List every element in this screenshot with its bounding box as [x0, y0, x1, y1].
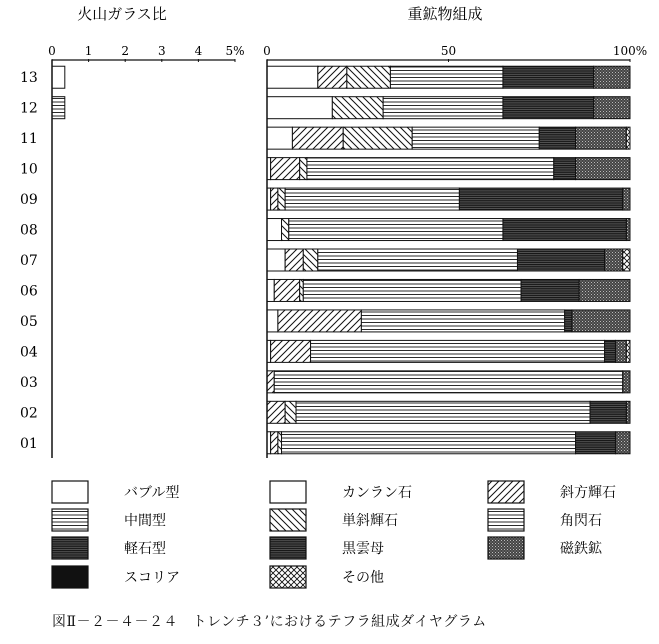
mineral-bar-segment [623, 188, 630, 210]
legend-swatch [52, 537, 88, 559]
legend-label: 磁鉄鉱 [560, 541, 602, 557]
mineral-bar-segment [267, 219, 282, 241]
mineral-bar-segment [274, 279, 299, 301]
mineral-bar-segment [303, 249, 318, 271]
sample-label: 06 [20, 283, 38, 300]
mineral-bar-segment [605, 249, 623, 271]
legend-label: 斜方輝石 [560, 485, 616, 501]
glass-bar-segment [52, 66, 65, 88]
mineral-bar-segment [565, 310, 572, 332]
mineral-tick-label: 50 [440, 44, 457, 58]
mineral-bar-segment [579, 279, 630, 301]
mineral-bar-segment [615, 432, 630, 454]
legend-label: その他 [342, 570, 384, 586]
mineral-bar-segment [576, 432, 616, 454]
mineral-bar-segment [289, 219, 503, 241]
mineral-bar-segment [278, 188, 285, 210]
mineral-bar-segment [412, 127, 539, 149]
glass-tick-label: 5% [225, 44, 245, 58]
mineral-bar-segment [626, 219, 630, 241]
legend-swatch [52, 509, 88, 531]
sample-label: 10 [20, 161, 38, 178]
glass-tick-label: 3 [157, 44, 166, 58]
mineral-bar-segment [282, 432, 576, 454]
mineral-bar-segment [271, 432, 278, 454]
glass-bar-segment [52, 97, 65, 119]
legend-swatch [488, 509, 524, 531]
mineral-bar-segment [267, 249, 285, 271]
mineral-tick-label: 100% [612, 44, 648, 58]
mineral-bar-segment [285, 401, 296, 423]
legend-swatch [52, 566, 88, 588]
sample-label: 01 [20, 435, 38, 452]
figure-caption: 図Ⅱ－２－４－２４ トレンチ３’におけるテフラ組成ダイヤグラム [52, 614, 487, 630]
mineral-bar-segment [282, 219, 289, 241]
mineral-bar-segment [594, 66, 630, 88]
mineral-bar-segment [626, 127, 630, 149]
glass-tick-label: 0 [48, 44, 56, 58]
mineral-bar-segment [539, 127, 575, 149]
mineral-bar-segment [626, 340, 630, 362]
mineral-bar-segment [390, 66, 503, 88]
legend-label: 単斜輝石 [342, 513, 398, 529]
mineral-bar-segment [274, 371, 622, 393]
legend-label: スコリア [124, 570, 180, 586]
legend-label: 軽石型 [124, 541, 166, 557]
mineral-tick-label: 0 [263, 44, 271, 58]
sample-label: 12 [20, 100, 38, 117]
legend-label: 角閃石 [560, 513, 602, 529]
mineral-bar-segment [300, 279, 304, 301]
mineral-bar-segment [343, 127, 412, 149]
sample-label: 08 [20, 222, 38, 239]
legend-label: カンラン石 [342, 485, 412, 501]
sample-label: 07 [20, 253, 38, 269]
mineral-bar-segment [503, 97, 594, 119]
sample-label: 02 [20, 405, 38, 422]
mineral-bar-segment [521, 279, 579, 301]
mineral-bar-segment [623, 249, 630, 271]
mineral-bar-segment [576, 127, 627, 149]
sample-label: 04 [20, 344, 38, 361]
glass-tick-label: 1 [84, 44, 93, 58]
mineral-bar-segment [267, 66, 318, 88]
mineral-bar-segment [626, 401, 630, 423]
mineral-bar-segment [361, 310, 564, 332]
mineral-bar-segment [278, 310, 361, 332]
mineral-bar-segment [307, 158, 554, 180]
legend-label: 黒雲母 [342, 541, 384, 557]
sample-label: 11 [20, 131, 38, 148]
mineral-bar-segment [572, 310, 630, 332]
heavy-mineral-title: 重鉱物組成 [407, 5, 483, 23]
mineral-bar-segment [623, 371, 630, 393]
mineral-bar-segment [285, 188, 459, 210]
sample-label: 13 [20, 70, 38, 87]
mineral-bar-segment [503, 66, 594, 88]
mineral-bar-segment [554, 158, 576, 180]
mineral-bar-segment [332, 97, 383, 119]
mineral-bar-segment [503, 219, 626, 241]
mineral-bar-segment [267, 127, 292, 149]
mineral-bar-segment [347, 66, 391, 88]
mineral-bar-segment [285, 249, 303, 271]
mineral-bar-segment [300, 158, 307, 180]
mineral-bar-segment [459, 188, 622, 210]
sample-label: 03 [20, 374, 38, 391]
mineral-bar-segment [303, 279, 521, 301]
legend-swatch [270, 481, 306, 503]
mineral-bar-segment [271, 158, 300, 180]
glass-tick-label: 4 [194, 44, 203, 58]
legend-label: 中間型 [124, 513, 166, 529]
mineral-bar-segment [318, 66, 347, 88]
legend-swatch [488, 537, 524, 559]
mineral-bar-segment [615, 340, 626, 362]
mineral-bar-segment [311, 340, 605, 362]
mineral-bar-segment [576, 158, 630, 180]
legend-swatch [270, 537, 306, 559]
sample-label: 05 [20, 313, 38, 330]
legend-swatch [52, 481, 88, 503]
legend-swatch [270, 509, 306, 531]
legend-swatch [270, 566, 306, 588]
mineral-bar-segment [590, 401, 626, 423]
mineral-bar-segment [271, 340, 311, 362]
mineral-bar-segment [267, 97, 332, 119]
mineral-bar-segment [271, 188, 278, 210]
mineral-bar-segment [517, 249, 604, 271]
mineral-bar-segment [318, 249, 518, 271]
mineral-bar-segment [278, 432, 282, 454]
glass-tick-label: 2 [121, 44, 130, 58]
legend-swatch [488, 481, 524, 503]
mineral-bar-segment [594, 97, 630, 119]
mineral-bar-segment [292, 127, 343, 149]
sample-label: 09 [20, 192, 38, 209]
mineral-bar-segment [267, 310, 278, 332]
volcanic-glass-title: 火山ガラス比 [77, 5, 167, 23]
mineral-bar-segment [267, 371, 274, 393]
mineral-bar-segment [605, 340, 616, 362]
mineral-bar-segment [383, 97, 503, 119]
legend-label: バブル型 [124, 485, 180, 501]
mineral-bar-segment [267, 279, 274, 301]
mineral-bar-segment [267, 401, 285, 423]
mineral-bar-segment [296, 401, 590, 423]
